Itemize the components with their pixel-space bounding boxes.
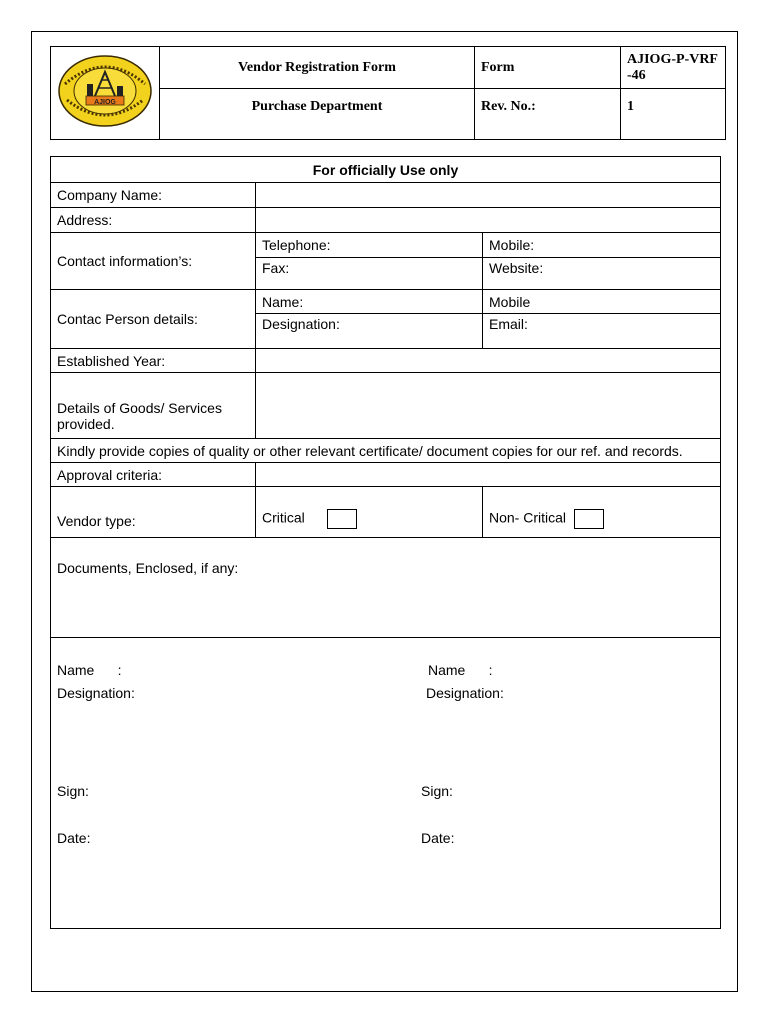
form-label: Form (475, 47, 621, 89)
website-field[interactable]: Website: (483, 258, 721, 290)
critical-option (256, 487, 483, 538)
contact-person-label: Contac Person details: (51, 290, 256, 349)
critical-checkbox[interactable] (327, 509, 357, 529)
left-designation-label: Designation: (57, 685, 135, 701)
non-critical-checkbox[interactable] (574, 509, 604, 529)
logo-cell (51, 47, 160, 140)
left-date-label: Date: (57, 830, 91, 846)
right-designation-label: Designation: (426, 685, 504, 701)
critical-label: Critical (262, 509, 305, 526)
department-title: Purchase Department (160, 89, 475, 140)
rev-label: Rev. No.: (475, 89, 621, 140)
header-table (50, 46, 726, 140)
form-section-title: For officially Use only (51, 157, 721, 183)
designation-field[interactable]: Designation: (256, 314, 483, 349)
established-year-field[interactable] (256, 349, 721, 373)
left-name-label: Name : (57, 662, 122, 678)
rev-value: 1 (621, 89, 726, 140)
non-critical-option (483, 487, 721, 538)
person-name-field[interactable]: Name: (256, 290, 483, 314)
company-name-field[interactable] (256, 183, 721, 208)
mobile-field[interactable]: Mobile: (483, 233, 721, 258)
goods-services-label: Details of Goods/ Services provided. (51, 373, 256, 439)
logo-text: AJIOG (94, 98, 116, 106)
right-sign-label: Sign: (421, 783, 453, 799)
vendor-form-table (50, 156, 721, 929)
documents-enclosed-field[interactable] (51, 538, 721, 638)
signature-section (51, 638, 721, 929)
contact-info-label: Contact information’s: (51, 233, 256, 290)
company-name-label: Company Name: (51, 183, 256, 208)
email-field[interactable]: Email: (483, 314, 721, 349)
right-date-label: Date: (421, 830, 455, 846)
person-mobile-field[interactable]: Mobile (483, 290, 721, 314)
form-title: Vendor Registration Form (160, 47, 475, 89)
certificate-note: Kindly provide copies of quality or other relevant certificate/ document copies for our ref. and records. (51, 439, 721, 463)
company-logo (57, 54, 153, 128)
address-label: Address: (51, 208, 256, 233)
fax-field[interactable]: Fax: (256, 258, 483, 290)
address-field[interactable] (256, 208, 721, 233)
right-name-label: Name : (428, 662, 493, 678)
approval-criteria-field[interactable] (256, 463, 721, 487)
vendor-type-label: Vendor type: (51, 487, 256, 538)
non-critical-label: Non- Critical (489, 509, 567, 526)
documents-enclosed-label: Documents, Enclosed, if any: (57, 560, 239, 576)
form-code: AJIOG-P-VRF -46 (621, 47, 726, 89)
left-sign-label: Sign: (57, 783, 89, 799)
approval-criteria-label: Approval criteria: (51, 463, 256, 487)
goods-services-field[interactable] (256, 373, 721, 439)
established-year-label: Established Year: (51, 349, 256, 373)
telephone-field[interactable]: Telephone: (256, 233, 483, 258)
